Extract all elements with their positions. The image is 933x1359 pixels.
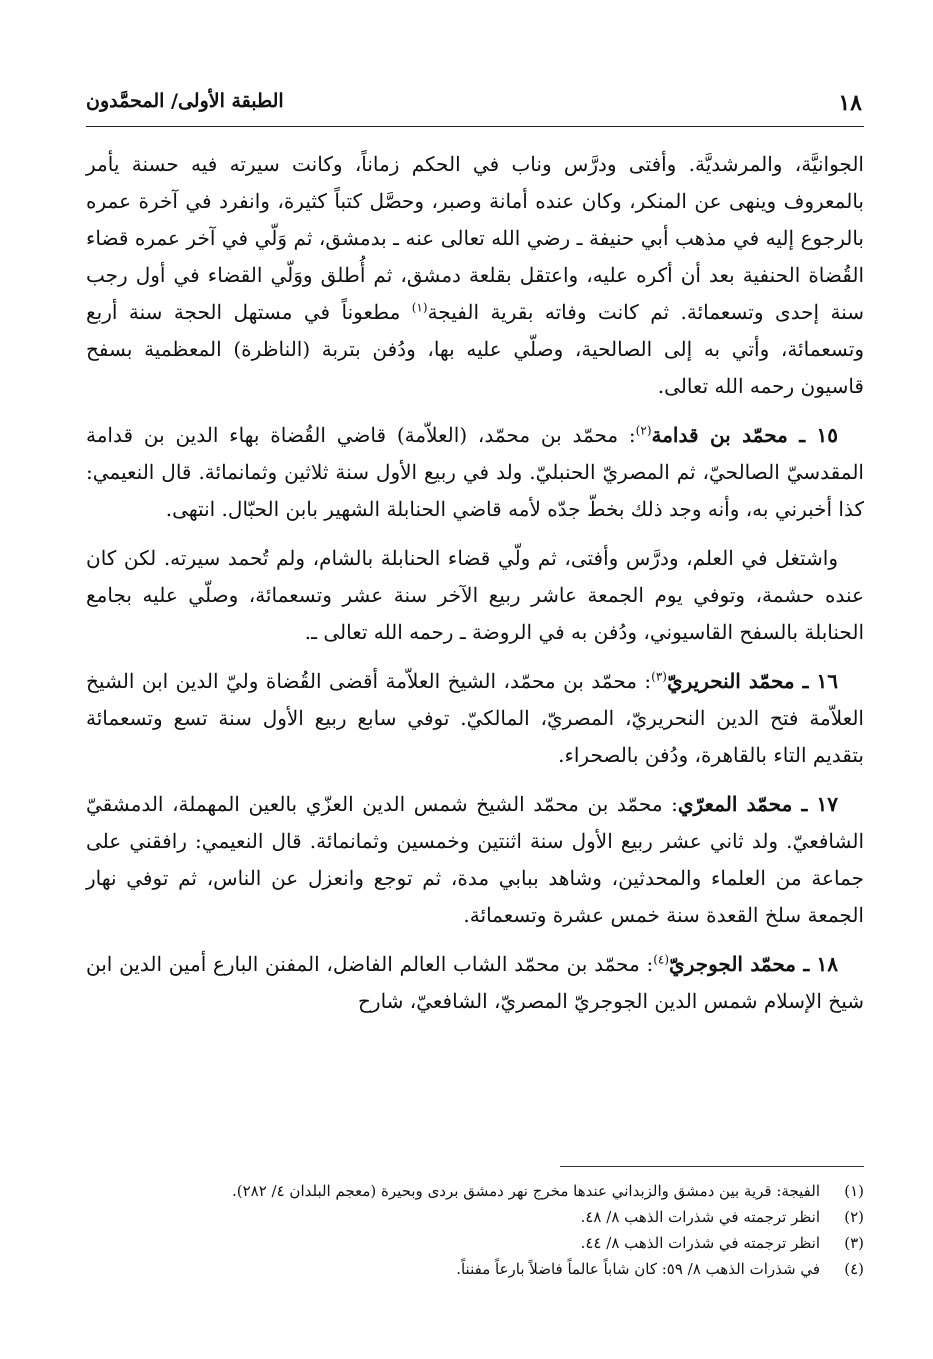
footnote-2 (120, 1204, 864, 1230)
footnote-ref: (٤) (653, 952, 670, 967)
entry-heading: ١٧ ـ محمّد المعرّي (677, 792, 839, 816)
footnote-number: (٤) (844, 1260, 864, 1278)
footnote-rule (560, 1166, 864, 1167)
entry-heading: ١٨ ـ محمّد الجوجريّ (669, 952, 838, 976)
entry-heading: ١٥ ـ محمّد بن قدامة (651, 423, 838, 447)
footnote-ref: (٢) (635, 423, 652, 438)
entry-text: واشتغل في العلم، ودرَّس وأفتى، ثم ولّي قضاء الحنابلة بالشام، ولم تُحمد سيرته. لكن كان عنده حشمة، وتوفي يوم الجمعة عاشر ربيع الآخر سنة عشر وتسعمائة، وصلّي عليه بجامع الحنابلة بالسفح القاسيوني، ودُفن به في الروضة ـ رحمه الله تعالى ـ. (86, 546, 864, 644)
footnote-text: في شذرات الذهب ٨/ ٥٩: كان شاباً عالماً فاضلاً بارعاً مفنناً. (456, 1260, 820, 1278)
footnote-text: انظر ترجمته في شذرات الذهب ٨/ ٤٤. (580, 1234, 820, 1252)
page-number: ١٨ (838, 90, 862, 116)
footnote-text: الفيجة: قرية بين دمشق والزبداني عندها مخرج نهر دمشق بردى وبحيرة (معجم البلدان ٤/ ٢٨٢). (231, 1182, 820, 1200)
entry-text: : محمّد بن محمّد، الشيخ العلاّمة أقضى القُضاة وليّ الدين ابن الشيخ العلاّمة فتح الدين النحريريّ، المصريّ، المالكيّ. توفي سابع ربيع الأول سنة تسع وتسعمائة بتقديم التاء بالقاهرة، ودُفن بالصحراء. (86, 669, 864, 767)
paragraph-continuation (86, 146, 864, 405)
entry-text: : محمّد بن محمّد الشاب العالم الفاضل، المفنن البارع أمين الدين ابن شيخ الإسلام شمس الدين الجوجريّ المصريّ، الشافعيّ، شارح (86, 952, 864, 1013)
footnote-4 (120, 1256, 864, 1282)
header-rule (86, 126, 864, 127)
footnote-text: انظر ترجمته في شذرات الذهب ٨/ ٤٨. (580, 1208, 820, 1226)
main-text (86, 146, 864, 1032)
entry-text: : محمّد بن محمّد، (العلاّمة) قاضي القُضاة بهاء الدين بن قدامة المقدسيّ الصالحيّ، ثم المصريّ الحنبليّ. ولد في ربيع الأول سنة ثلاثين وثمانمائة. قال النعيمي: كذا أخبرني به، وأنه وجد ذلك بخطّ جدّه لأمه قاضي الحنابلة الشهير بابن الحبّال. انتهى. (86, 423, 864, 521)
footnotes (120, 1178, 864, 1282)
entry-text: : محمّد بن محمّد الشيخ شمس الدين العزّي بالعين المهملة، الدمشقيّ الشافعيّ. ولد ثاني عشر ربيع الأول سنة اثنتين وخمسين وثمانمائة. قال النعيمي: رافقني على جماعة من العلماء والمحدثين، وشاهد ببابي مدة، ثم توجع وانعزل عن الناس، ثم توفي نهار الجمعة سلخ القعدة سنة خمس عشرة وتسعمائة. (86, 792, 865, 927)
page-header (86, 82, 862, 122)
entry-15 (86, 417, 864, 528)
footnote-ref: (١) (411, 300, 428, 315)
footnote-number: (٣) (844, 1234, 864, 1252)
footnote-number: (٢) (844, 1208, 864, 1226)
footnote-3 (120, 1230, 864, 1256)
paragraph-text: مطعوناً في مستهل الحجة سنة أربع وتسعمائة، وأتي به إلى الصالحية، وصلّي عليه بها، ودُفن بتربة (الناظرة) المعظمية بسفح قاسيون رحمه الله تعالى. (86, 300, 864, 398)
entry-16 (86, 663, 864, 774)
entry-18 (86, 946, 864, 1020)
entry-15-continuation (86, 540, 864, 651)
footnote-1 (120, 1178, 864, 1204)
entry-heading: ١٦ ـ محمّد النحريريّ (666, 669, 838, 693)
running-title: الطبقة الأولى/ المحمَّدون (86, 90, 284, 112)
entry-17 (86, 786, 864, 934)
footnote-ref: (٣) (651, 669, 667, 684)
footnote-number: (١) (844, 1182, 864, 1200)
paragraph-text: الجوانيَّة، والمرشديَّة. وأفتى ودرَّس وناب في الحكم زماناً، وكانت سيرته فيه حسنة يأمر بالمعروف وينهى عن المنكر، وكان عنده أمانة وصبر، وحصَّل كتباً كثيرة، وانفرد في آخرة عمره بالرجوع إليه في مذهب أبي حنيفة ـ رضي الله تعالى عنه ـ بدمشق، ثم وَلّي في آخر عمره قضاء القُضاة الحنفية بعد أن أكره عليه، واعتقل بقلعة دمشق، ثم أُطلق ووَلّي القضاء في أول رجب سنة إحدى وتسعمائة. ثم كانت وفاته بقرية الفيجة (86, 152, 864, 324)
